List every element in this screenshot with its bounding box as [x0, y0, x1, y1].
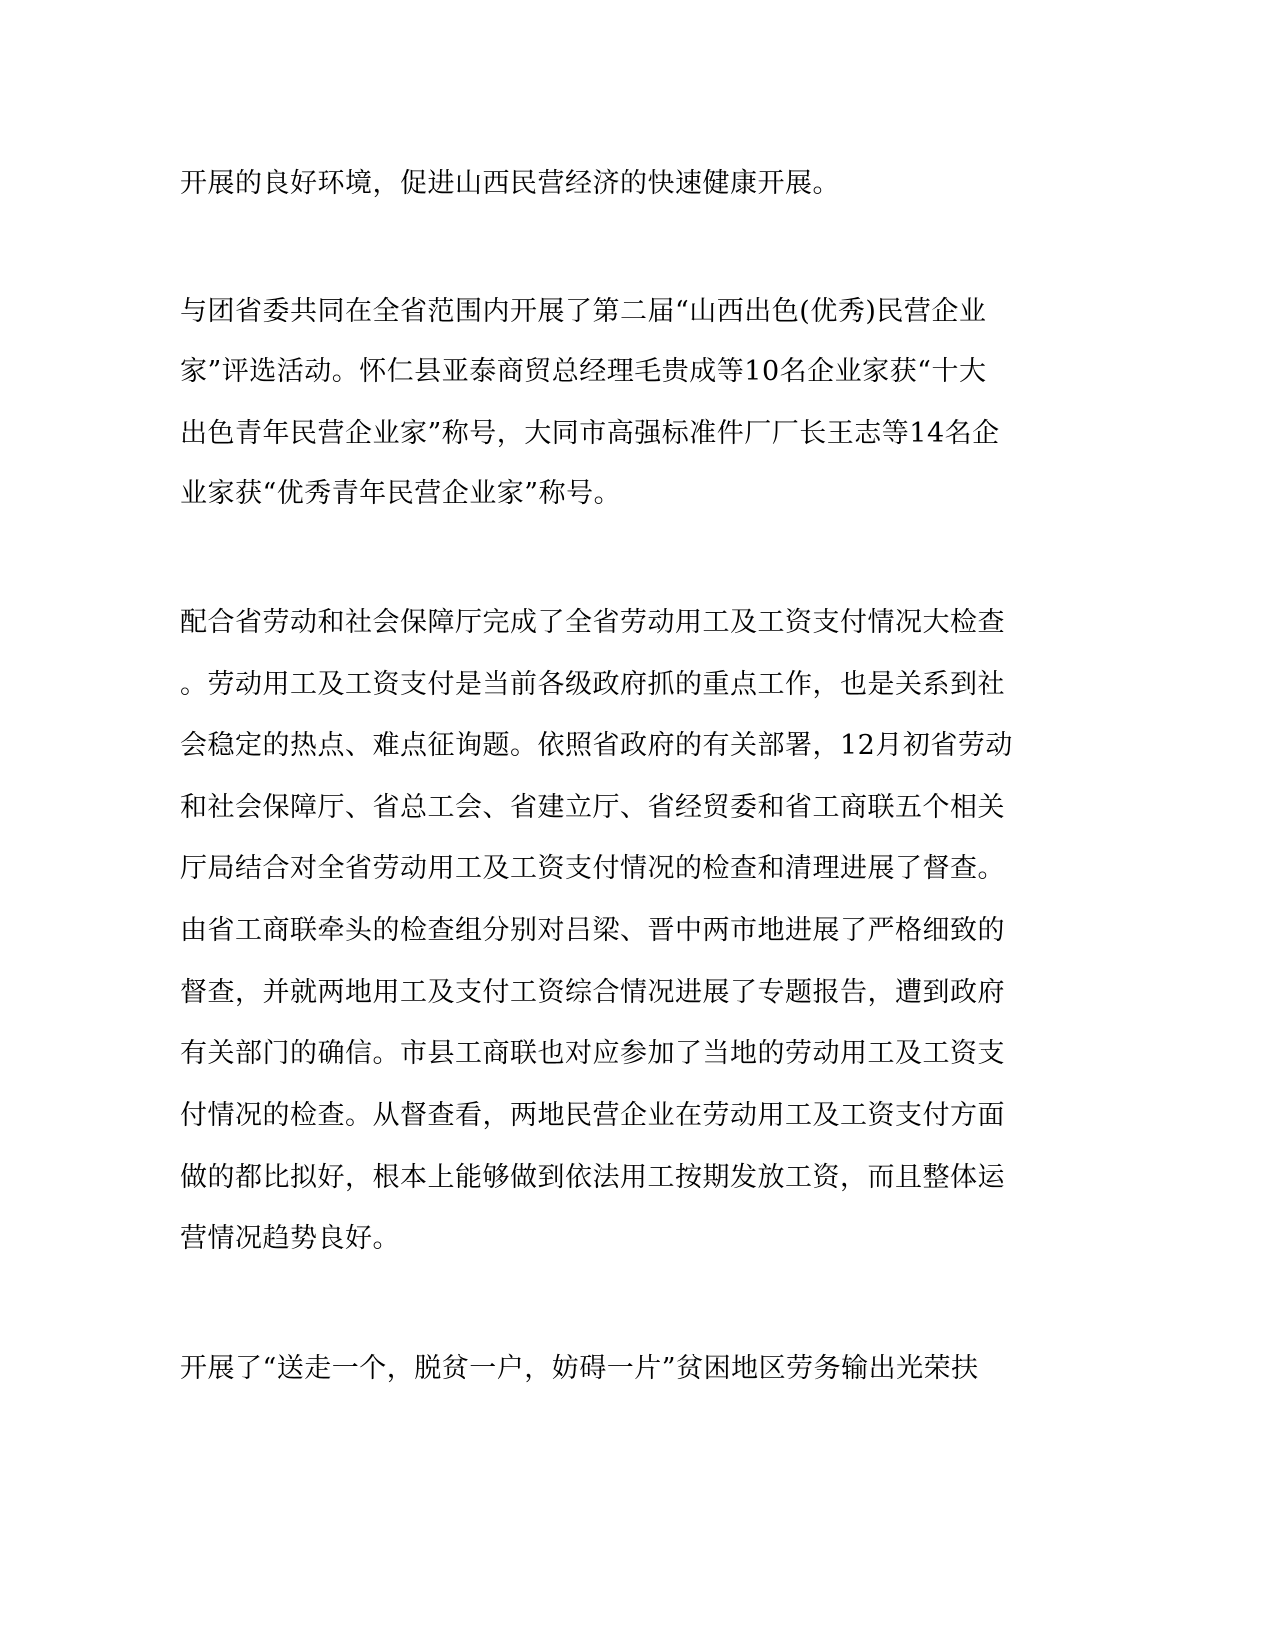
text-line: 业家获“优秀青年民营企业家”称号。 [180, 478, 622, 509]
text-line: 出色青年民营企业家”称号，大同市高强标准件厂厂长王志等14名企 [180, 418, 1000, 449]
text-line: 厅局结合对全省劳动用工及工资支付情况的检查和清理进展了督查。 [180, 853, 1005, 884]
text-line: 付情况的检查。从督查看，两地民营企业在劳动用工及工资支付方面 [180, 1100, 1005, 1131]
text-line: 家”评选活动。怀仁县亚泰商贸总经理毛贵成等10名企业家获“十大 [180, 356, 987, 387]
text-line: 有关部门的确信。市县工商联也对应参加了当地的劳动用工及工资支 [180, 1038, 1005, 1069]
text-line: 和社会保障厅、省总工会、省建立厅、省经贸委和省工商联五个相关 [180, 792, 1005, 823]
text-line: 开展的良好环境，促进山西民营经济的快速健康开展。 [180, 168, 840, 199]
text-line: 做的都比拟好，根本上能够做到依法用工按期发放工资，而且整体运 [180, 1162, 1005, 1193]
text-line: 与团省委共同在全省范围内开展了第二届“山西出色(优秀)民营企业 [180, 296, 987, 327]
text-line: 由省工商联牵头的检查组分别对吕梁、晋中两市地进展了严格细致的 [180, 915, 1005, 946]
text-line: 督查，并就两地用工及支付工资综合情况进展了专题报告，遭到政府 [180, 977, 1005, 1008]
text-line: 配合省劳动和社会保障厅完成了全省劳动用工及工资支付情况大检查 [180, 607, 1005, 638]
text-line: 。劳动用工及工资支付是当前各级政府抓的重点工作，也是关系到社 [180, 669, 1005, 700]
text-line: 营情况趋势良好。 [180, 1223, 400, 1254]
text-line: 会稳定的热点、难点征询题。依照省政府的有关部署，12月初省劳动 [180, 730, 1013, 761]
text-line: 开展了“送走一个，脱贫一户，妨碍一片”贫困地区劳务输出光荣扶 [180, 1353, 979, 1384]
